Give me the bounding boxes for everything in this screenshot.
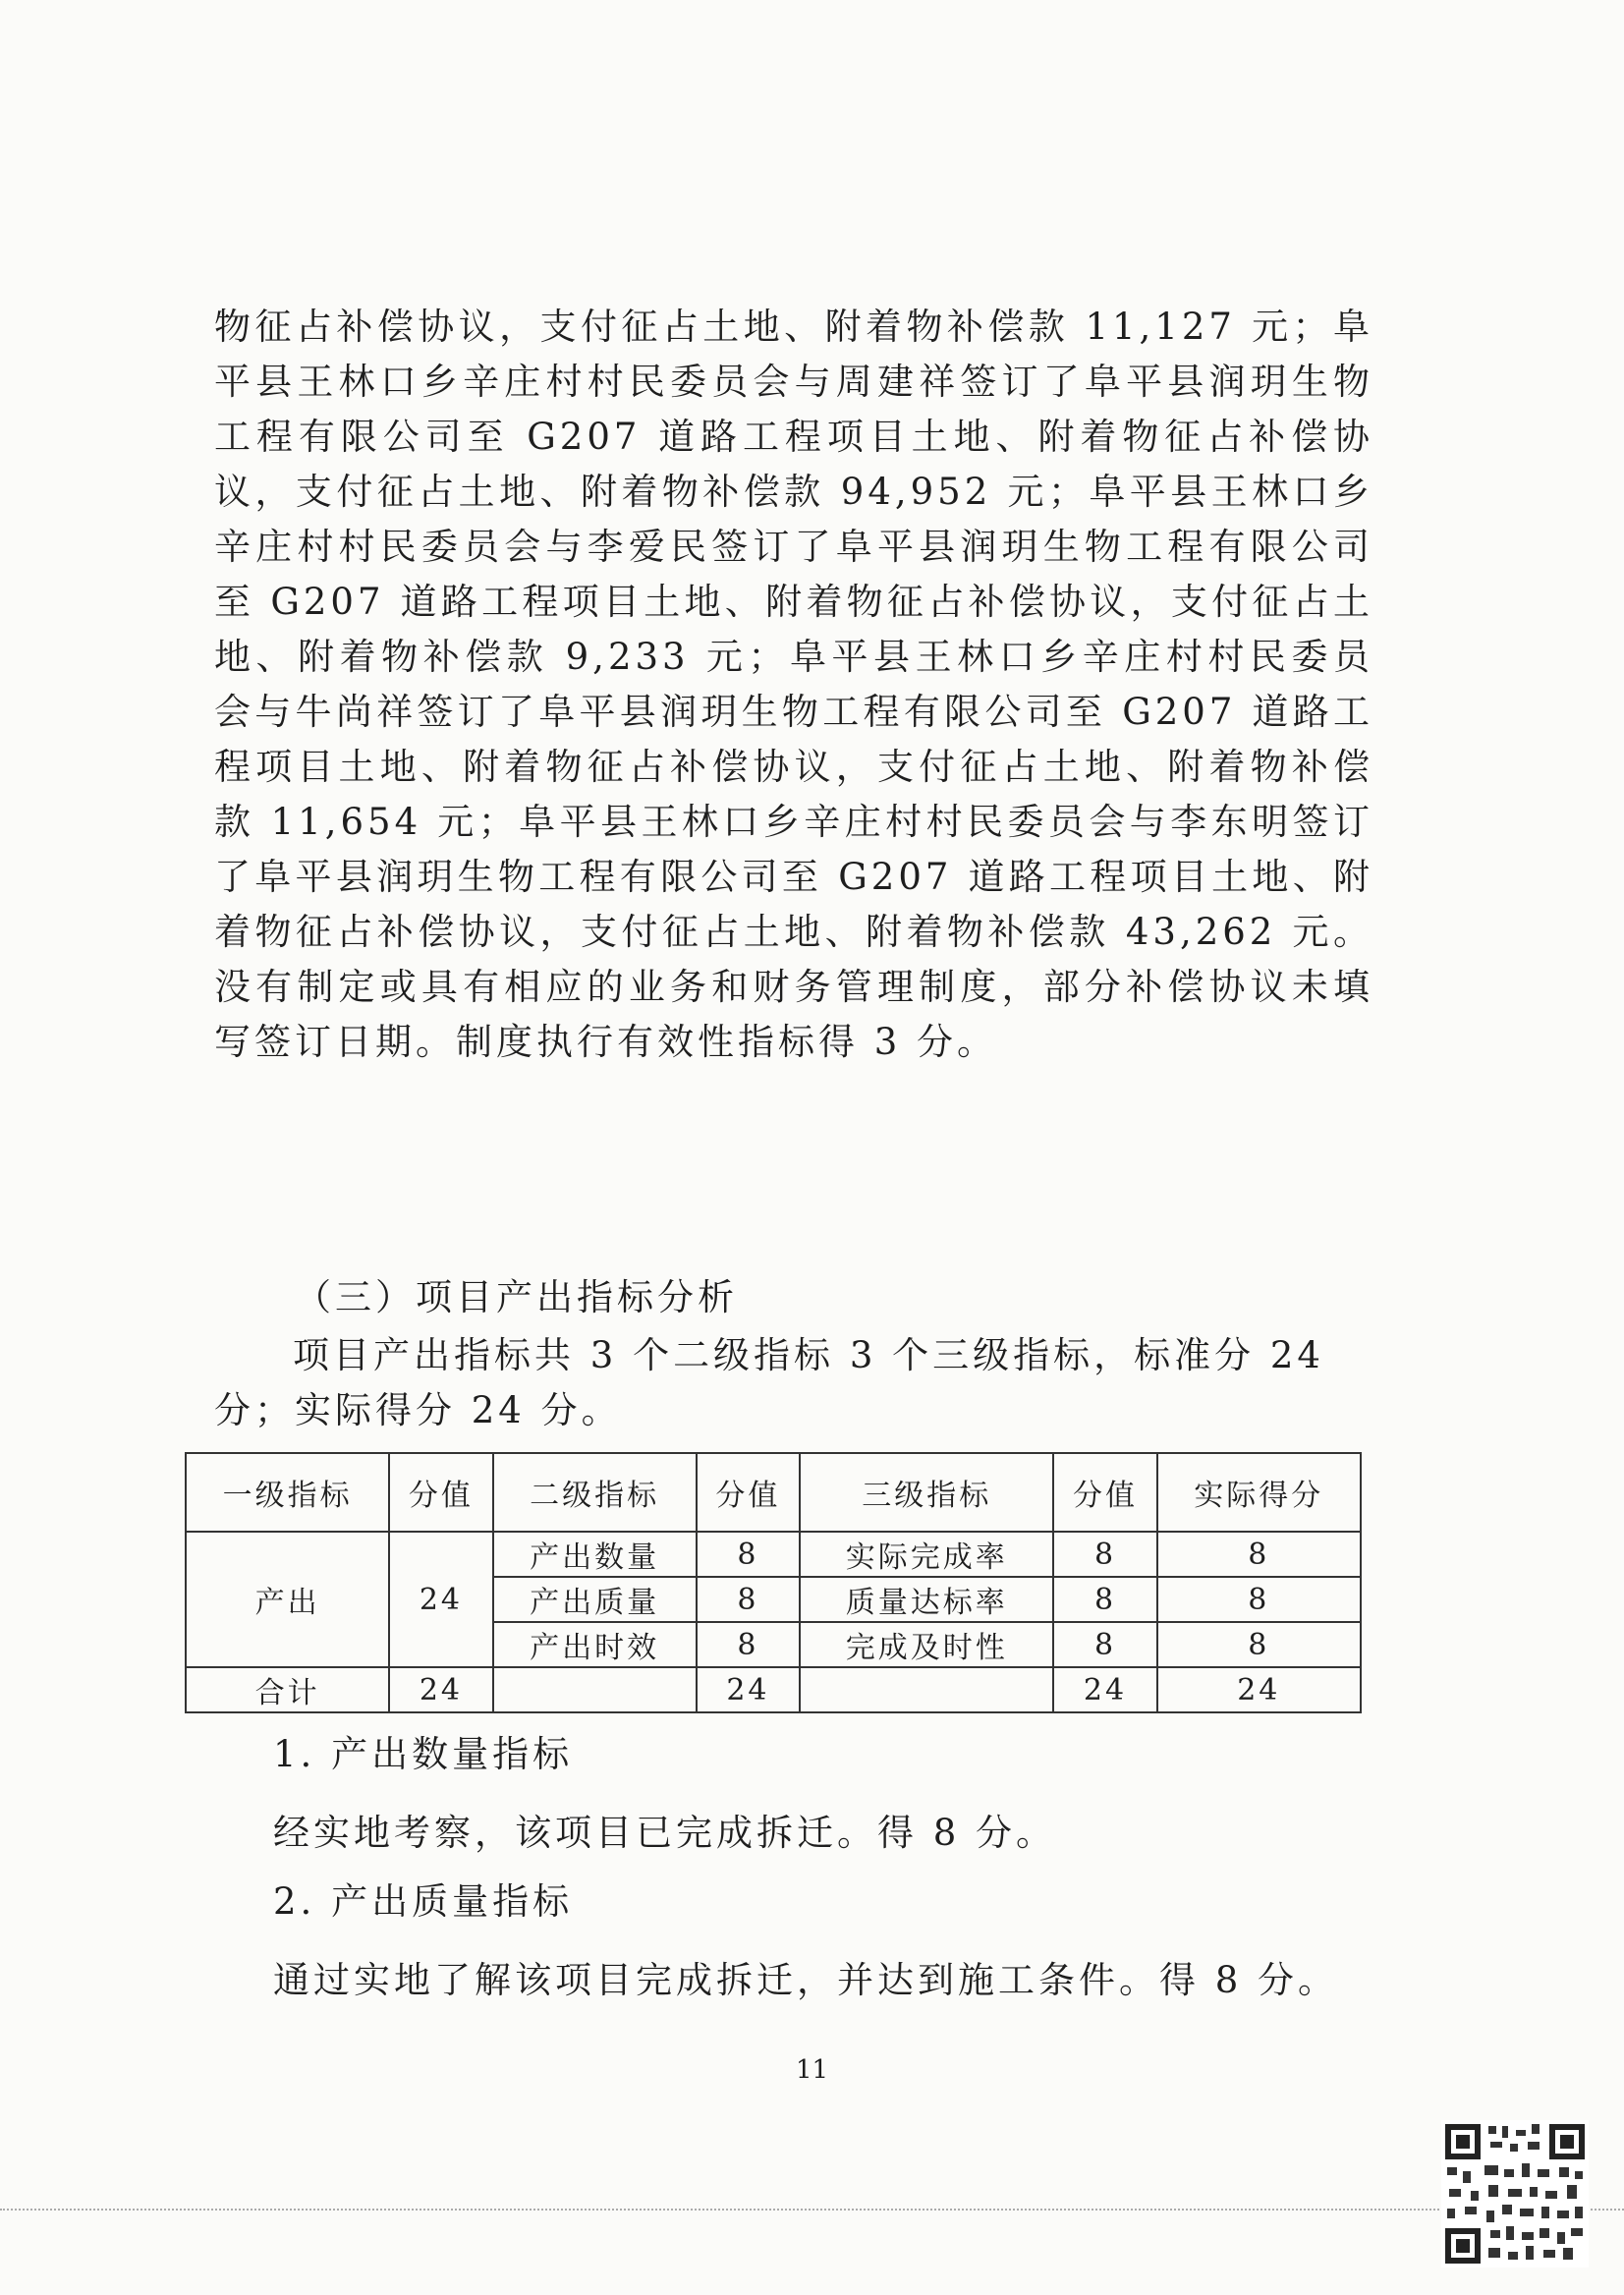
header-cell: 实际得分 [1157, 1453, 1361, 1532]
qr-code-icon [1441, 2120, 1589, 2267]
level2-cell: 产出质量 [493, 1577, 697, 1622]
header-cell: 分值 [389, 1453, 492, 1532]
score2-cell: 8 [697, 1532, 800, 1577]
header-cell: 分值 [697, 1453, 800, 1532]
score3-cell: 8 [1053, 1532, 1156, 1577]
actual-cell: 8 [1157, 1622, 1361, 1667]
actual-cell: 8 [1157, 1532, 1361, 1577]
body-paragraph: 物征占补偿协议，支付征占土地、附着物补偿款 11,127 元；阜平县王林口乡辛庄村村民委员会与周建祥签订了阜平县润玥生物工程有限公司至 G207 道路工程项目土地、附着物征占补偿协议，支付征占土地、附着物补偿款 94,952 元；阜平县王林口乡辛庄村村民委员会与李爱民签订了阜平县润玥生物工程有限公司至 G207 道路工程项目土地、附着物征占补偿协议，支付征占土地、附着物补偿款 9,233 元；阜平县王林口乡辛庄村村民委员会与牛尚祥签订了阜平县润玥生物工程有限公司至 G207 道路工程项目土地、附着物征占补偿协议，支付征占土地、附着物补偿款 11,654 元；阜平县王林口乡辛庄村村民委员会与李东明签订了阜平县润玥生物工程有限公司至 G207 道路工程项目土地、附着物征占补偿协议，支付征占土地、附着物补偿款 43,262 元。没有制定或具有相应的业务和财务管理制度，部分补偿协议未填写签订日期。制度执行有效性指标得 3 分。 [214, 306, 1373, 1063]
item2-title: 2. 产出质量指标 [273, 1880, 574, 1923]
table-total-row [186, 1667, 1361, 1712]
empty-cell [493, 1667, 697, 1712]
section-heading: （三）项目产出指标分析 [295, 1276, 738, 1318]
level3-cell: 质量达标率 [800, 1577, 1053, 1622]
empty-cell [800, 1667, 1053, 1712]
category-score-cell: 24 [389, 1532, 492, 1667]
score2-cell: 8 [697, 1622, 800, 1667]
score2-cell: 8 [697, 1577, 800, 1622]
section-intro: 项目产出指标共 3 个二级指标 3 个三级指标，标准分 24 分；实际得分 24 分。 [214, 1334, 1324, 1431]
item1-title: 1. 产出数量指标 [273, 1733, 574, 1775]
item2-text: 通过实地了解该项目完成拆迁，并达到施工条件。得 8 分。 [273, 1959, 1339, 2001]
table-row [186, 1532, 1361, 1577]
table-header-row [186, 1453, 1361, 1532]
level3-cell: 完成及时性 [800, 1622, 1053, 1667]
level2-cell: 产出数量 [493, 1532, 697, 1577]
header-cell: 分值 [1053, 1453, 1156, 1532]
header-cell: 二级指标 [493, 1453, 697, 1532]
level3-cell: 实际完成率 [800, 1532, 1053, 1577]
score3-cell: 8 [1053, 1577, 1156, 1622]
header-cell: 三级指标 [800, 1453, 1053, 1532]
total-score2-cell: 24 [697, 1667, 800, 1712]
item1-text: 经实地考察，该项目已完成拆迁。得 8 分。 [273, 1812, 1057, 1854]
page-number: 11 [795, 2055, 829, 2085]
total-actual-cell: 24 [1157, 1667, 1361, 1712]
score3-cell: 8 [1053, 1622, 1156, 1667]
actual-cell: 8 [1157, 1577, 1361, 1622]
total-score3-cell: 24 [1053, 1667, 1156, 1712]
level2-cell: 产出时效 [493, 1622, 697, 1667]
header-cell: 一级指标 [186, 1453, 389, 1532]
category-cell: 产出 [186, 1532, 389, 1667]
scan-divider [0, 2209, 1624, 2211]
total-score1-cell: 24 [389, 1667, 492, 1712]
score-table [185, 1452, 1362, 1713]
total-label-cell: 合计 [186, 1667, 389, 1712]
